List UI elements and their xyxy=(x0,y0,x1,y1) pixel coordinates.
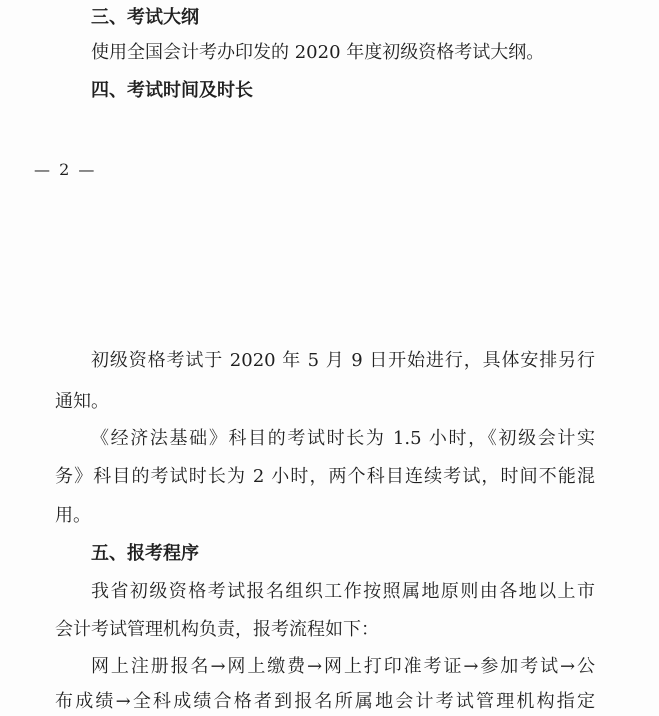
section-3-body: 使用全国会计考办印发的 2020 年度初级资格考试大纲。 xyxy=(91,42,545,63)
section-3-heading: 三、考试大纲 xyxy=(91,7,199,28)
section-5-paragraph-1-line-1: 我省初级资格考试报名组织工作按照属地原则由各地以上市 xyxy=(91,581,595,602)
section-4-paragraph-1-line-1: 初级资格考试于 2020 年 5 月 9 日开始进行，具体安排另行 xyxy=(91,350,595,371)
section-4-paragraph-2-line-2: 务》科目的考试时长为 2 小时，两个科目连续考试，时间不能混 xyxy=(55,466,595,487)
section-5-paragraph-1-line-2: 会计考试管理机构负责，报考流程如下： xyxy=(55,619,379,640)
section-4-heading: 四、考试时间及时长 xyxy=(91,80,253,101)
section-5-paragraph-2-line-1: 网上注册报名→网上缴费→网上打印准考证→参加考试→公 xyxy=(91,656,595,677)
section-4-paragraph-2-line-1: 《经济法基础》科目的考试时长为 1.5 小时，《初级会计实 xyxy=(91,428,595,449)
section-5-heading: 五、报考程序 xyxy=(91,543,199,564)
section-4-paragraph-2-line-3: 用。 xyxy=(55,505,91,526)
section-5-paragraph-2-line-2: 布成绩→全科成绩合格者到报名所属地会计考试管理机构指定 xyxy=(55,691,595,712)
section-4-paragraph-1-line-2: 通知。 xyxy=(55,391,109,412)
page-number: — 2 — xyxy=(34,160,97,179)
